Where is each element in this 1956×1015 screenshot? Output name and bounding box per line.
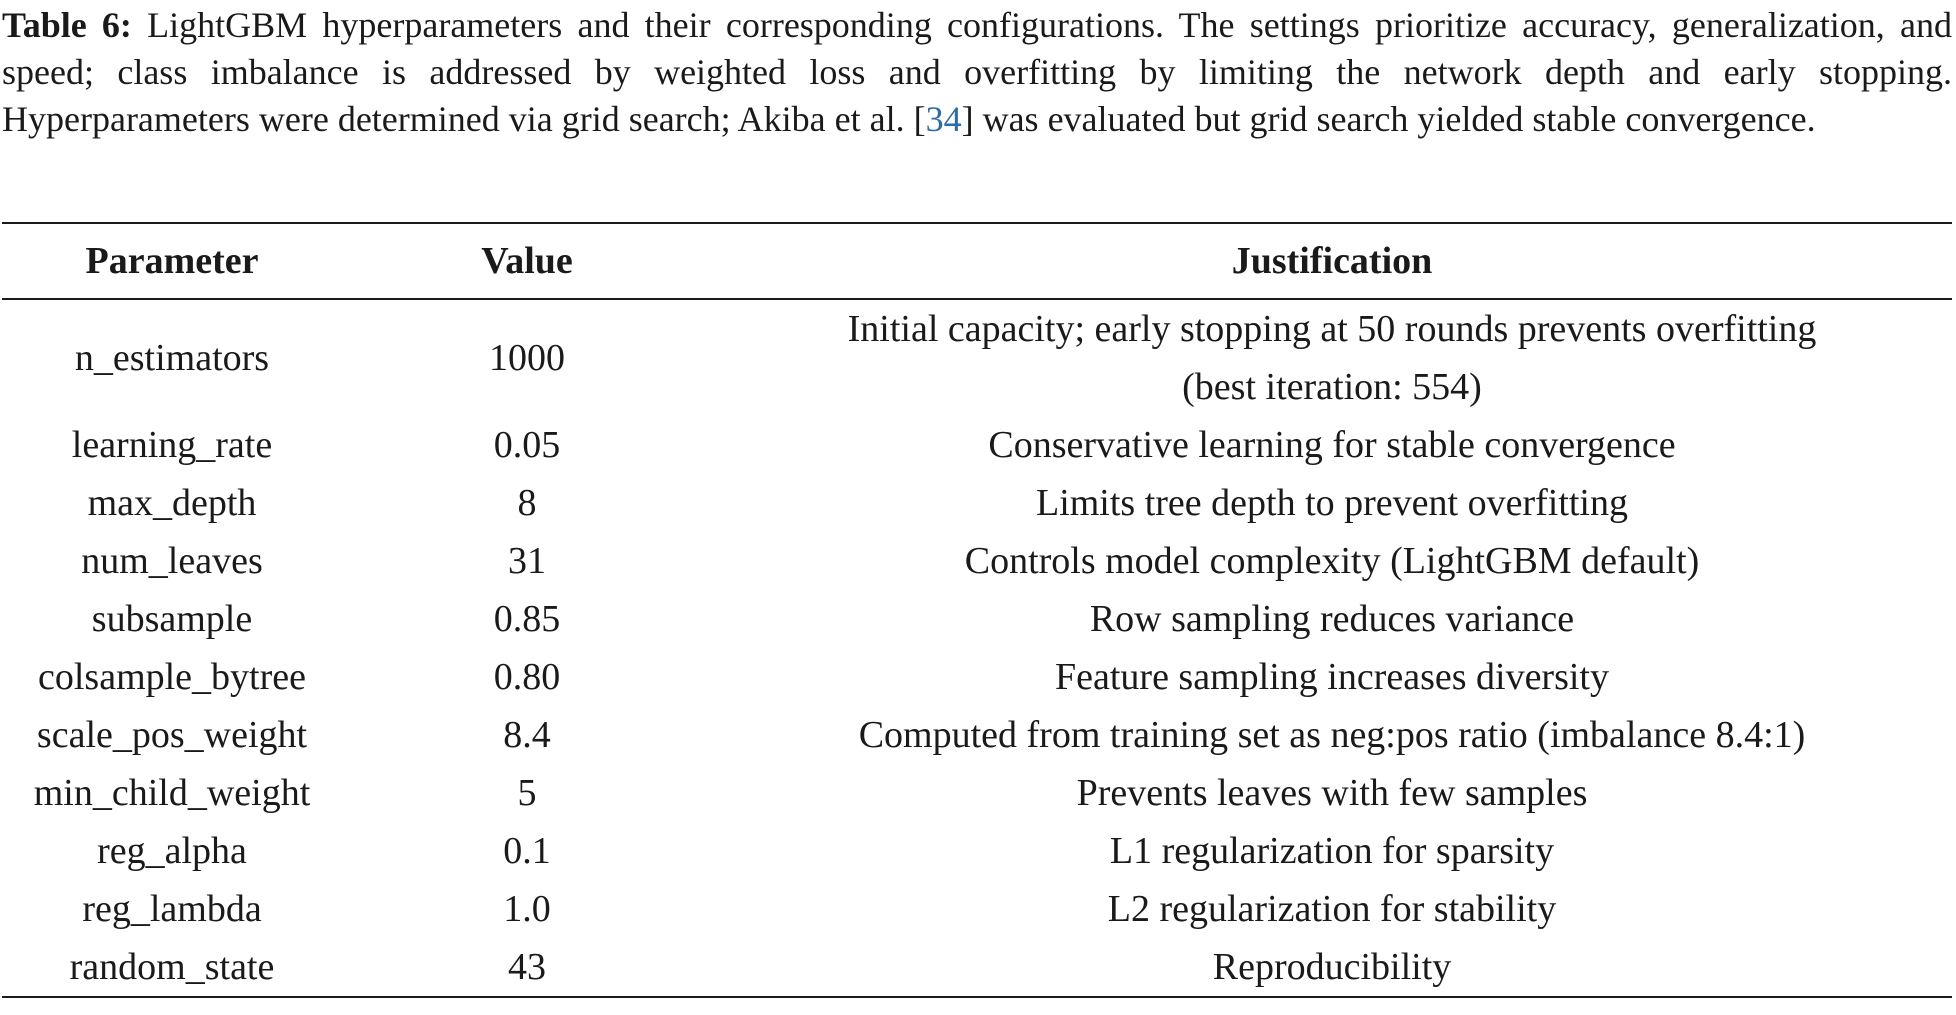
cell-parameter: reg_lambda bbox=[82, 888, 262, 930]
header-parameter: Parameter bbox=[85, 240, 259, 282]
cell-parameter: colsample_bytree bbox=[37, 656, 306, 698]
cell-value: 1.0 bbox=[503, 888, 551, 930]
cell-value: 1000 bbox=[489, 337, 565, 379]
cell-parameter: num_leaves bbox=[81, 540, 263, 582]
caption-text-end: ] was evaluated but grid search yielded stable convergence. bbox=[961, 99, 1816, 139]
table-row bbox=[2, 938, 1952, 997]
cell-value: 8.4 bbox=[503, 714, 551, 756]
cell-justification: Prevents leaves with few samples bbox=[1076, 772, 1588, 814]
citation-link[interactable]: 34 bbox=[925, 99, 962, 139]
table-row bbox=[2, 590, 1952, 648]
table-row bbox=[2, 532, 1952, 590]
table-row bbox=[2, 880, 1952, 938]
table-row bbox=[2, 474, 1952, 532]
table-row bbox=[2, 764, 1952, 822]
table-row bbox=[2, 648, 1952, 706]
cell-parameter: random_state bbox=[69, 946, 275, 988]
cell-value: 0.05 bbox=[493, 424, 561, 466]
hyperparameter-table-container bbox=[2, 222, 1952, 998]
table-row bbox=[2, 706, 1952, 764]
cell-justification: Feature sampling increases diversity bbox=[1054, 656, 1609, 698]
cell-parameter: min_child_weight bbox=[33, 772, 311, 814]
cell-justification: Controls model complexity (LightGBM default) bbox=[964, 540, 1700, 582]
cell-parameter: scale_pos_weight bbox=[36, 714, 308, 756]
header-value: Value bbox=[481, 240, 573, 282]
justification-line-1: Initial capacity; early stopping at 50 rounds prevents overfitting bbox=[847, 308, 1817, 350]
header-row bbox=[2, 223, 1952, 299]
cell-parameter: learning_rate bbox=[71, 424, 273, 466]
cell-justification: Reproducibility bbox=[1212, 946, 1452, 988]
table-row bbox=[2, 416, 1952, 474]
cell-justification: L1 regularization for sparsity bbox=[1109, 830, 1555, 872]
cell-justification: Limits tree depth to prevent overfitting bbox=[1035, 482, 1628, 524]
cell-justification: Row sampling reduces variance bbox=[1089, 598, 1575, 640]
cell-justification: Computed from training set as neg:pos ratio (imbalance 8.4:1) bbox=[858, 714, 1806, 756]
table-row bbox=[2, 299, 1952, 416]
cell-value: 5 bbox=[517, 772, 537, 814]
table-caption bbox=[2, 2, 1952, 143]
hyperparameter-table bbox=[2, 222, 1952, 998]
cell-value: 0.85 bbox=[493, 598, 561, 640]
justification-line-2: (best iteration: 554) bbox=[1182, 366, 1482, 408]
cell-parameter: reg_alpha bbox=[97, 830, 247, 872]
cell-justification bbox=[712, 299, 1952, 416]
cell-value: 0.1 bbox=[503, 830, 551, 872]
table-body bbox=[2, 299, 1952, 997]
cell-justification: L2 regularization for stability bbox=[1107, 888, 1557, 930]
caption-text: LightGBM hyperparameters and their corresponding configurations. The settings prioritize accuracy, generalization, and speed; class imbalance is addressed by weighted loss and overfitting by limiting the network depth and early stopping. Hyperparameters were determined via grid search; Akiba et al. [ bbox=[2, 5, 1952, 139]
cell-parameter: subsample bbox=[91, 598, 253, 640]
cell-value: 31 bbox=[508, 540, 546, 582]
cell-parameter: n_estimators bbox=[74, 337, 270, 379]
cell-parameter: max_depth bbox=[87, 482, 257, 524]
table-header bbox=[2, 223, 1952, 299]
header-justification: Justification bbox=[1231, 240, 1433, 282]
table-row bbox=[2, 822, 1952, 880]
caption-label: Table 6: bbox=[2, 5, 132, 45]
cell-value: 8 bbox=[517, 482, 537, 524]
cell-justification: Conservative learning for stable convergence bbox=[988, 424, 1676, 466]
cell-value: 43 bbox=[508, 946, 546, 988]
cell-value: 0.80 bbox=[493, 656, 561, 698]
